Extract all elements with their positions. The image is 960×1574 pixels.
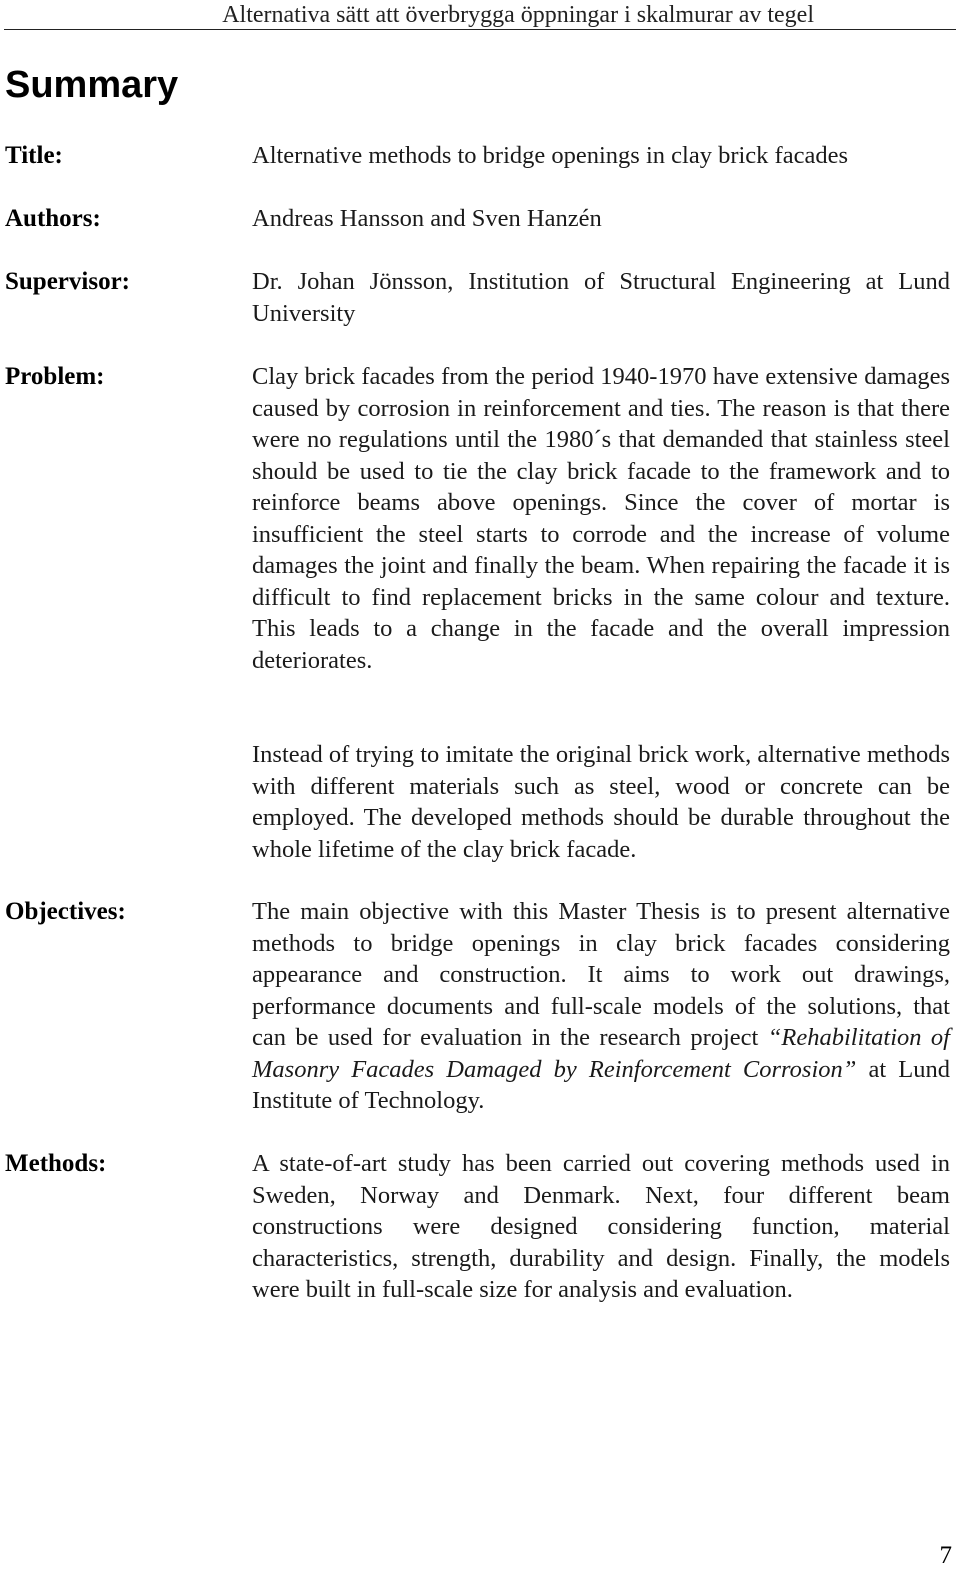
supervisor-label: Supervisor: xyxy=(5,268,130,295)
title-label: Title: xyxy=(5,142,63,169)
page-heading: Summary xyxy=(5,64,179,106)
running-header-title: Alternativa sätt att överbrygga öppningar i skalmurar av tegel xyxy=(222,2,814,28)
objectives-text-before: The main objective with this Master Thesis is to present alternative methods to bridge openings in clay brick facades considering appearance and construction. It aims to work out drawings, performance documents and full-scale models of the solutions, that can be used for evaluation in the research project xyxy=(252,898,950,1051)
running-header xyxy=(4,0,956,30)
authors-label: Authors: xyxy=(5,205,101,232)
supervisor-value: Dr. Johan Jönsson, Institution of Structural Engineering at Lund University xyxy=(252,268,950,327)
objectives-label: Objectives: xyxy=(5,898,126,925)
problem-paragraph-1: Clay brick facades from the period 1940-1970 have extensive damages caused by corrosion in reinforcement and ties. The reason is that there were no regulations until the 1980´s that demanded that stainless steel should be used to tie the clay brick facade to the framework and to reinforce beams above openings. Since the cover of mortar is insufficient the steel starts to corrode and the increase of volume damages the joint and finally the beam. When repairing the facade it is difficult to find replacement bricks in the same colour and texture. This leads to a change in the facade and the overall impression deteriorates. xyxy=(252,363,950,674)
objectives-text-after: at Lund Institute of Technology. xyxy=(252,1055,950,1114)
page-number: 7 xyxy=(939,1542,952,1569)
research-project-title: “Rehabilitation of Masonry Facades Damaged by Reinforcement Corrosion” xyxy=(252,1024,950,1083)
title-value: Alternative methods to bridge openings in clay brick facades xyxy=(252,142,848,169)
methods-paragraph: A state-of-art study has been carried out covering methods used in Sweden, Norway and Denmark. Next, four different beam constructions were designed considering function, material characteristics, strength, durability and design. Finally, the models were built in full-scale size for analysis and evaluation. xyxy=(252,1150,950,1303)
authors-value: Andreas Hansson and Sven Hanzén xyxy=(252,205,602,232)
objectives-paragraph xyxy=(252,896,950,1117)
methods-label: Methods: xyxy=(5,1150,107,1177)
problem-paragraph-2: Instead of trying to imitate the original brick work, alternative methods with different materials such as steel, wood or concrete can be employed. The developed methods should be durable throughout the whole lifetime of the clay brick facade. xyxy=(252,741,950,863)
problem-label: Problem: xyxy=(5,363,105,390)
